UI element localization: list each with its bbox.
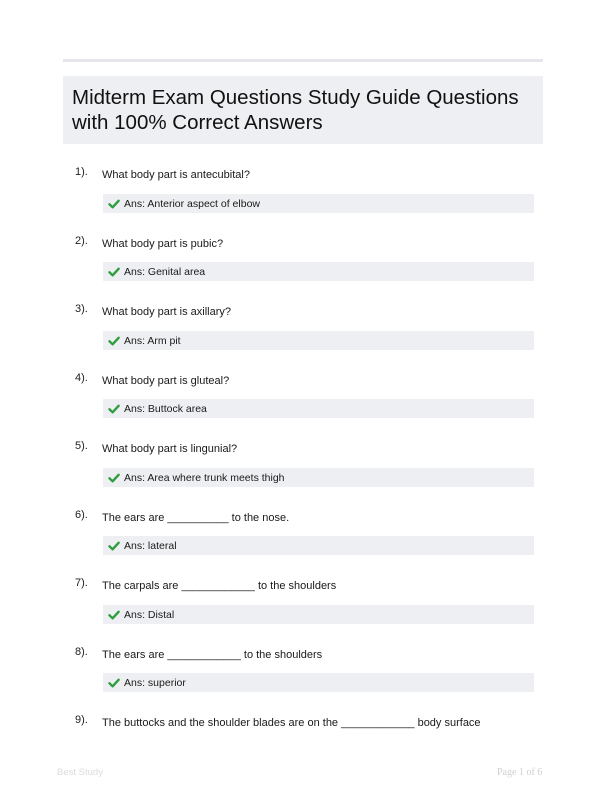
question-7 xyxy=(75,576,545,596)
page-number: Page 1 of 6 xyxy=(497,767,543,778)
question-3 xyxy=(75,302,545,322)
top-divider xyxy=(63,59,543,62)
answer-text: Ans: Anterior aspect of elbow xyxy=(124,197,260,210)
answer-text: Ans: Arm pit xyxy=(124,334,181,347)
answer-text: Ans: Area where trunk meets thigh xyxy=(124,471,285,484)
question-number: 5). xyxy=(75,440,88,452)
question-number: 4). xyxy=(75,372,88,384)
check-icon xyxy=(108,403,120,415)
question-text: The carpals are ____________ to the shoulders xyxy=(102,580,337,592)
question-number: 3). xyxy=(75,303,88,315)
question-2 xyxy=(75,234,545,254)
question-text: What body part is antecubital? xyxy=(102,169,250,181)
question-6 xyxy=(75,508,545,528)
question-number: 6). xyxy=(75,509,88,521)
answer-text: Ans: Genital area xyxy=(124,265,206,278)
question-text: The buttocks and the shoulder blades are on the ____________ body surface xyxy=(102,717,481,729)
answer-6 xyxy=(103,536,534,555)
check-icon xyxy=(108,335,120,347)
question-text: What body part is lingunial? xyxy=(102,443,238,455)
answer-4 xyxy=(103,399,534,418)
question-number: 7). xyxy=(75,577,88,589)
check-icon xyxy=(108,609,120,621)
answer-text: Ans: superior xyxy=(124,676,186,689)
question-text: What body part is gluteal? xyxy=(102,375,230,387)
question-5 xyxy=(75,439,545,459)
answer-text: Ans: Buttock area xyxy=(124,402,207,415)
question-4 xyxy=(75,371,545,391)
title-banner xyxy=(63,76,543,144)
answer-1 xyxy=(103,194,534,213)
question-number: 2). xyxy=(75,235,88,247)
page-title: Midterm Exam Questions Study Guide Questions with 100% Correct Answers xyxy=(72,86,519,134)
check-icon xyxy=(108,266,120,278)
answer-8 xyxy=(103,673,534,692)
check-icon xyxy=(108,198,120,210)
answer-3 xyxy=(103,331,534,350)
check-icon xyxy=(108,472,120,484)
answer-text: Ans: Distal xyxy=(124,608,175,621)
answer-text: Ans: lateral xyxy=(124,539,177,552)
question-text: What body part is pubic? xyxy=(102,238,224,250)
footer-watermark: Best Study xyxy=(57,767,103,778)
answer-2 xyxy=(103,262,534,281)
question-number: 9). xyxy=(75,714,88,726)
question-text: What body part is axillary? xyxy=(102,306,231,318)
question-text: The ears are ____________ to the shoulders xyxy=(102,649,323,661)
check-icon xyxy=(108,540,120,552)
answer-7 xyxy=(103,605,534,624)
question-8 xyxy=(75,645,545,665)
check-icon xyxy=(108,677,120,689)
question-1 xyxy=(75,165,545,185)
question-9 xyxy=(75,713,545,733)
question-text: The ears are __________ to the nose. xyxy=(102,512,290,524)
answer-5 xyxy=(103,468,534,487)
question-number: 1). xyxy=(75,166,88,178)
question-number: 8). xyxy=(75,646,88,658)
